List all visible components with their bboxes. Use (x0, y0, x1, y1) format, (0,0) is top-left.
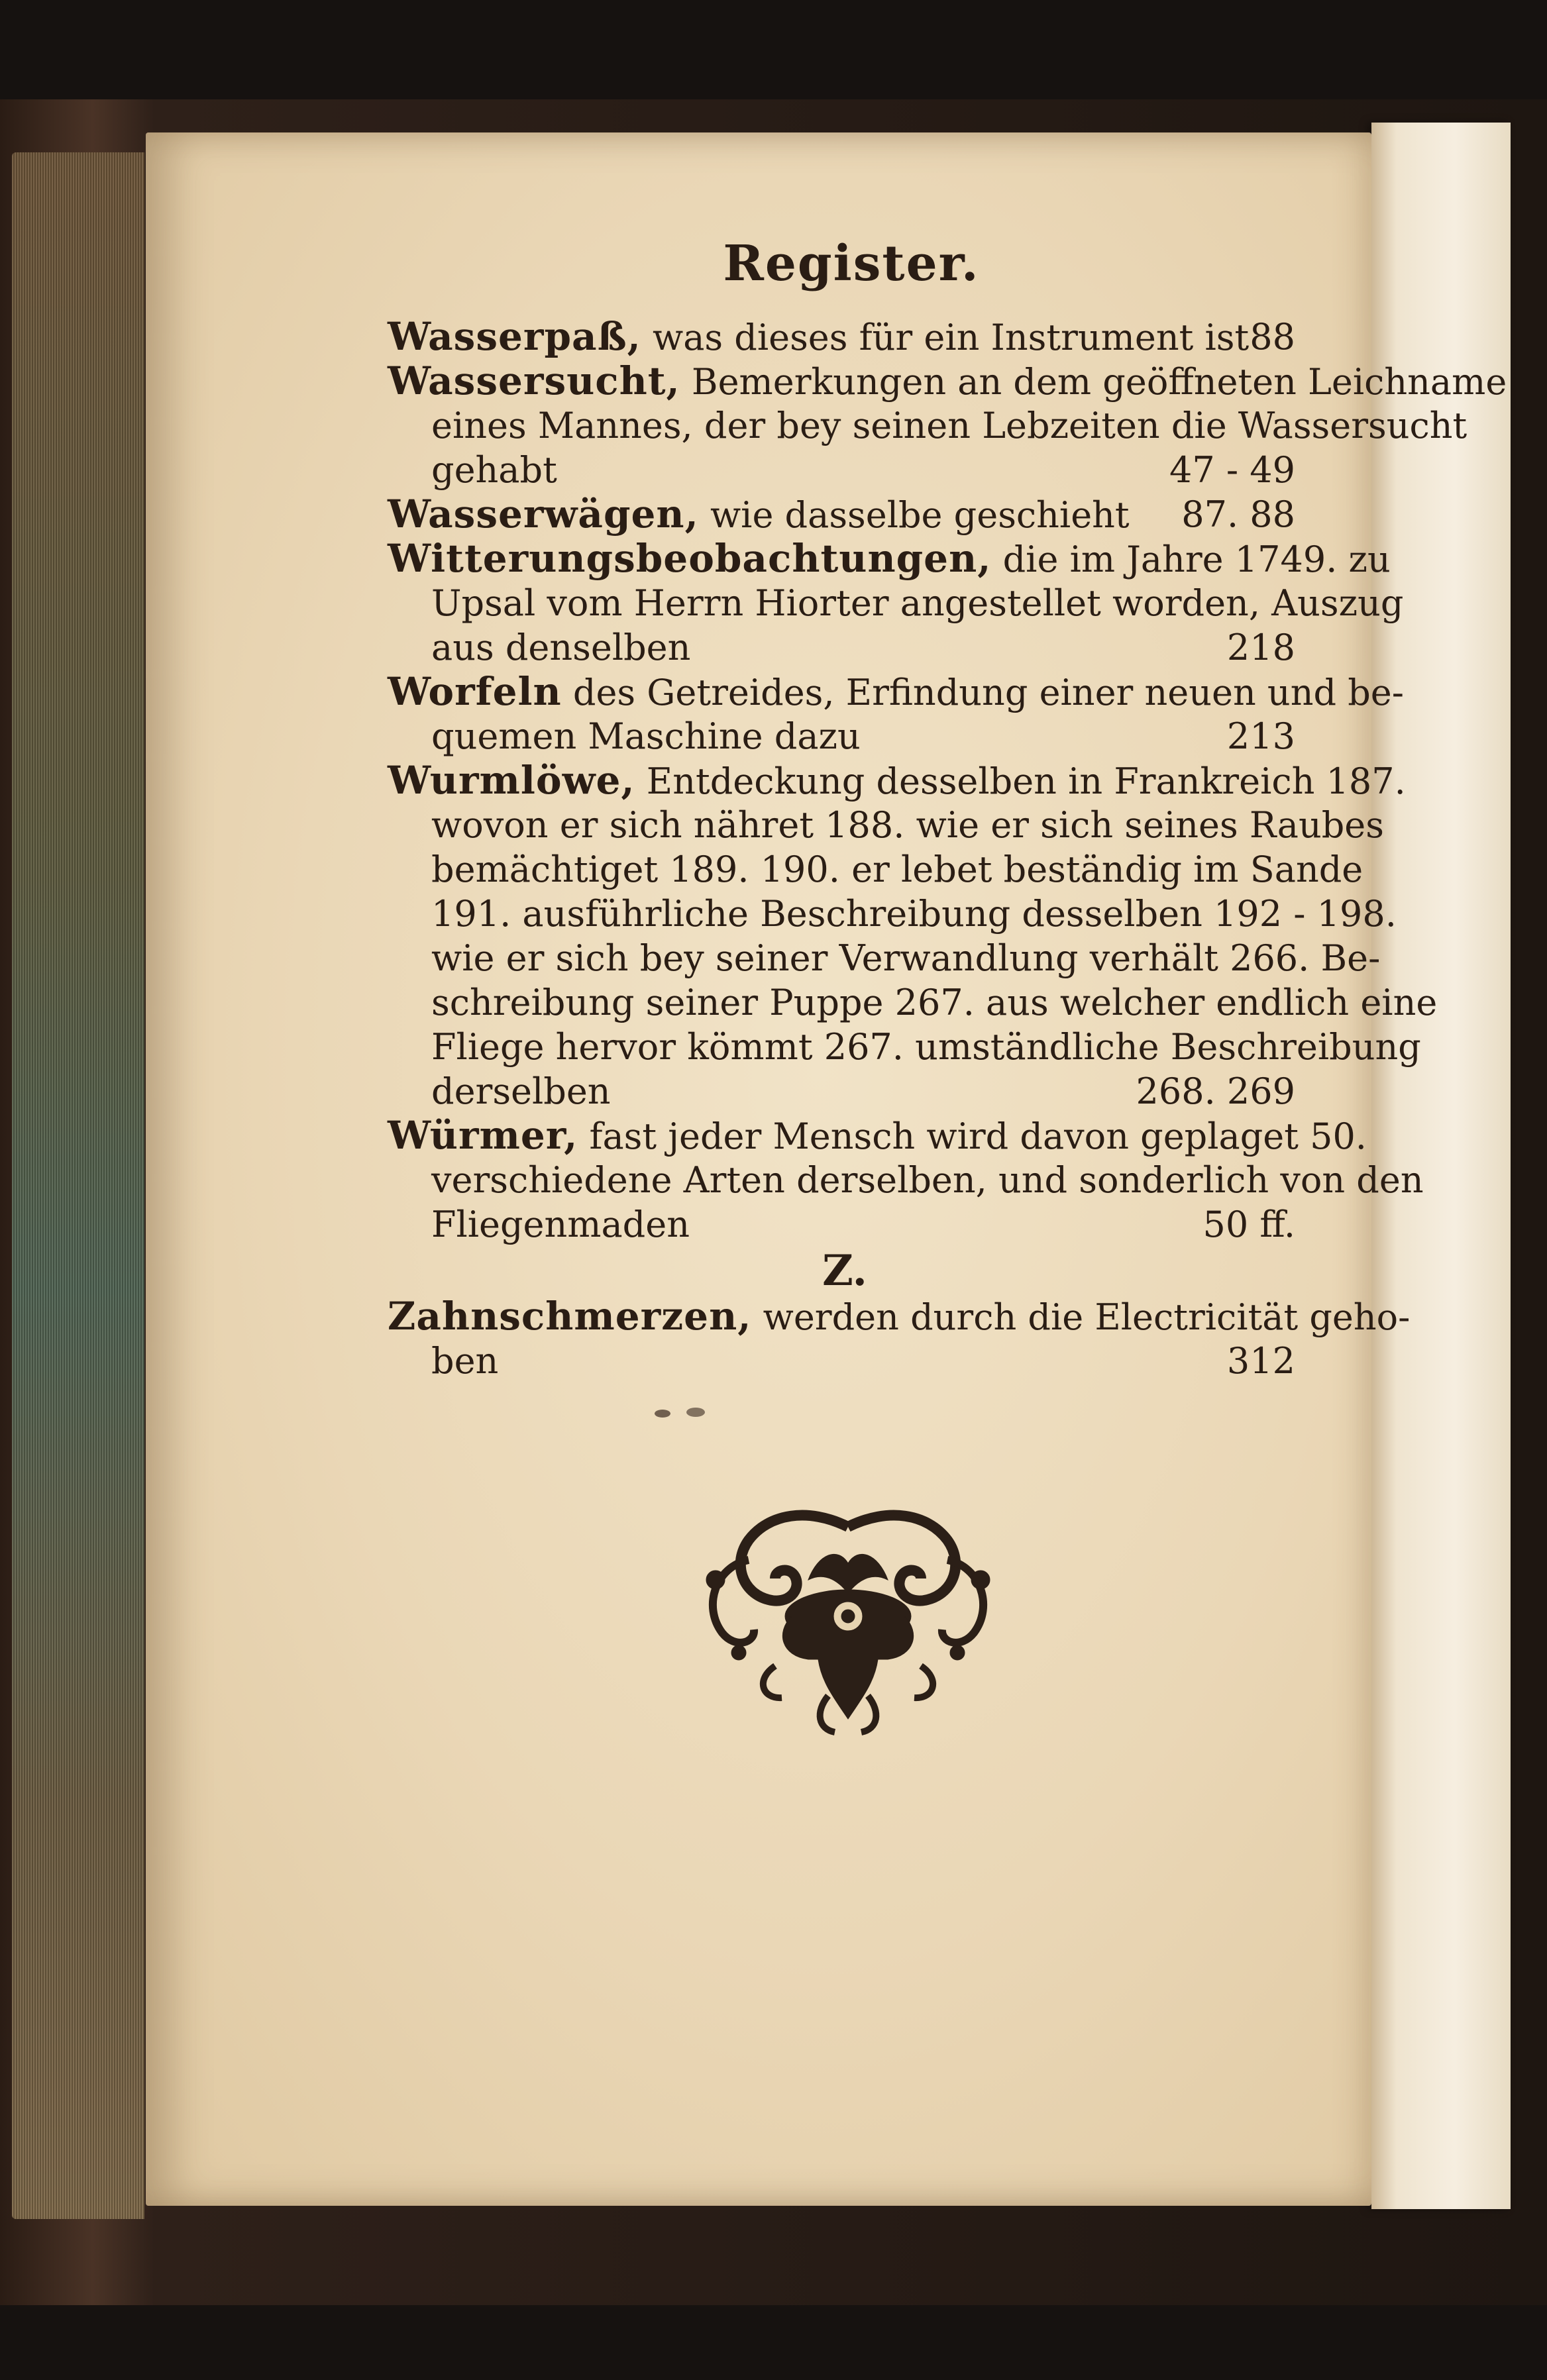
entry-line (388, 669, 1404, 714)
register-entry (388, 1113, 1424, 1247)
page-header: Register. (723, 235, 980, 292)
entry-line (388, 536, 1391, 581)
page-reference: 213 (1226, 715, 1295, 757)
register-entry (388, 358, 1507, 492)
entry-line (388, 625, 1302, 670)
entry-line (388, 714, 1302, 758)
entry-headword: Würmer, (388, 1113, 578, 1158)
entry-text: ben (431, 1340, 499, 1382)
entry-text: Bemerkungen an dem geöffneten Leichname (680, 361, 1507, 403)
entry-line (388, 1158, 1424, 1202)
entry-line (388, 936, 1381, 980)
page-reference: 88 (1250, 316, 1295, 358)
floral-vignette-icon (676, 1500, 1020, 1739)
page-reference: 218 (1226, 627, 1295, 668)
entry-text: Fliege hervor kömmt 267. umständliche Beschreibung (431, 1026, 1421, 1068)
entry-text: was dieses für ein Instrument ist (641, 317, 1250, 358)
entry-headword: Wasserwägen, (388, 492, 699, 537)
page-reference: 47 - 49 (1169, 449, 1295, 491)
register-entry (388, 1294, 1411, 1383)
entry-line (388, 803, 1384, 847)
page-edges (12, 152, 144, 2219)
entry-line (388, 980, 1438, 1025)
entry-text: eines Mannes, der bey seinen Lebzeiten die Wassersucht (431, 405, 1467, 446)
entry-line (388, 315, 1302, 359)
entry-text: schreibung seiner Puppe 267. aus welcher endlich eine (431, 982, 1438, 1023)
entry-line (388, 403, 1467, 448)
register-entry (388, 536, 1404, 670)
register-entry (388, 492, 1302, 537)
entry-headword: Zahnschmerzen, (388, 1294, 752, 1339)
entry-text: gehabt (431, 449, 557, 491)
entry-line (388, 847, 1363, 892)
entry-headword: Wurmlöwe, (388, 758, 635, 803)
entry-text: fast jeder Mensch wird davon geplaget 50. (578, 1115, 1367, 1157)
page-reference: 312 (1226, 1340, 1295, 1382)
entry-text: derselben (431, 1070, 611, 1112)
section-letter: Z. (822, 1246, 867, 1296)
entry-line (388, 1339, 1302, 1383)
entry-line (388, 492, 1302, 537)
entry-line (388, 1294, 1411, 1339)
entry-line (388, 1113, 1367, 1158)
entry-list (388, 314, 1507, 1247)
entry-headword: Wassersucht, (388, 358, 680, 403)
entry-headword: Worfeln (388, 669, 562, 714)
entry-line (388, 1025, 1421, 1069)
entry-list-z (388, 1294, 1411, 1383)
register-text (388, 235, 1507, 1383)
entry-text: wie dasselbe geschieht (698, 494, 1130, 536)
entry-text: wie er sich bey seiner Verwandlung verhält 266. Be- (431, 937, 1381, 979)
register-entry (388, 315, 1302, 359)
entry-headword: Witterungsbeobachtungen, (388, 536, 992, 581)
register-entry (388, 669, 1404, 758)
entry-text: werden durch die Electricität geho- (751, 1296, 1411, 1338)
entry-line (388, 1202, 1302, 1247)
entry-line (388, 758, 1406, 803)
entry-text: verschiedene Arten derselben, und sonderlich von den (431, 1159, 1424, 1201)
entry-line (388, 358, 1507, 403)
register-entry (388, 758, 1438, 1113)
entry-text: Upsal vom Herrn Hiorter angestellet worden, Auszug (431, 582, 1404, 624)
entry-text: 191. ausführliche Beschreibung desselben 192 - 198. (431, 893, 1397, 935)
entry-line (388, 581, 1404, 625)
page-reference: 50 ff. (1202, 1204, 1295, 1245)
entry-text: Fliegenmaden (431, 1204, 690, 1245)
entry-text: bemächtiget 189. 190. er lebet beständig im Sande (431, 849, 1363, 890)
ink-smudge (643, 1403, 722, 1423)
page-reference: 268. 269 (1136, 1070, 1295, 1112)
entry-text: wovon er sich nähret 188. wie er sich seines Raubes (431, 804, 1384, 846)
entry-line (388, 1069, 1302, 1113)
entry-text: Entdeckung desselben in Frankreich 187. (635, 760, 1406, 802)
entry-line (388, 892, 1397, 936)
entry-text: quemen Maschine dazu (431, 715, 861, 757)
entry-text: die im Jahre 1749. zu (991, 539, 1391, 580)
page-reference: 87. 88 (1181, 493, 1295, 535)
entry-text: aus denselben (431, 627, 691, 668)
entry-headword: Wasserpaß, (388, 314, 641, 359)
entry-text: des Getreides, Erfindung einer neuen und be- (561, 672, 1404, 713)
entry-line (388, 448, 1302, 492)
